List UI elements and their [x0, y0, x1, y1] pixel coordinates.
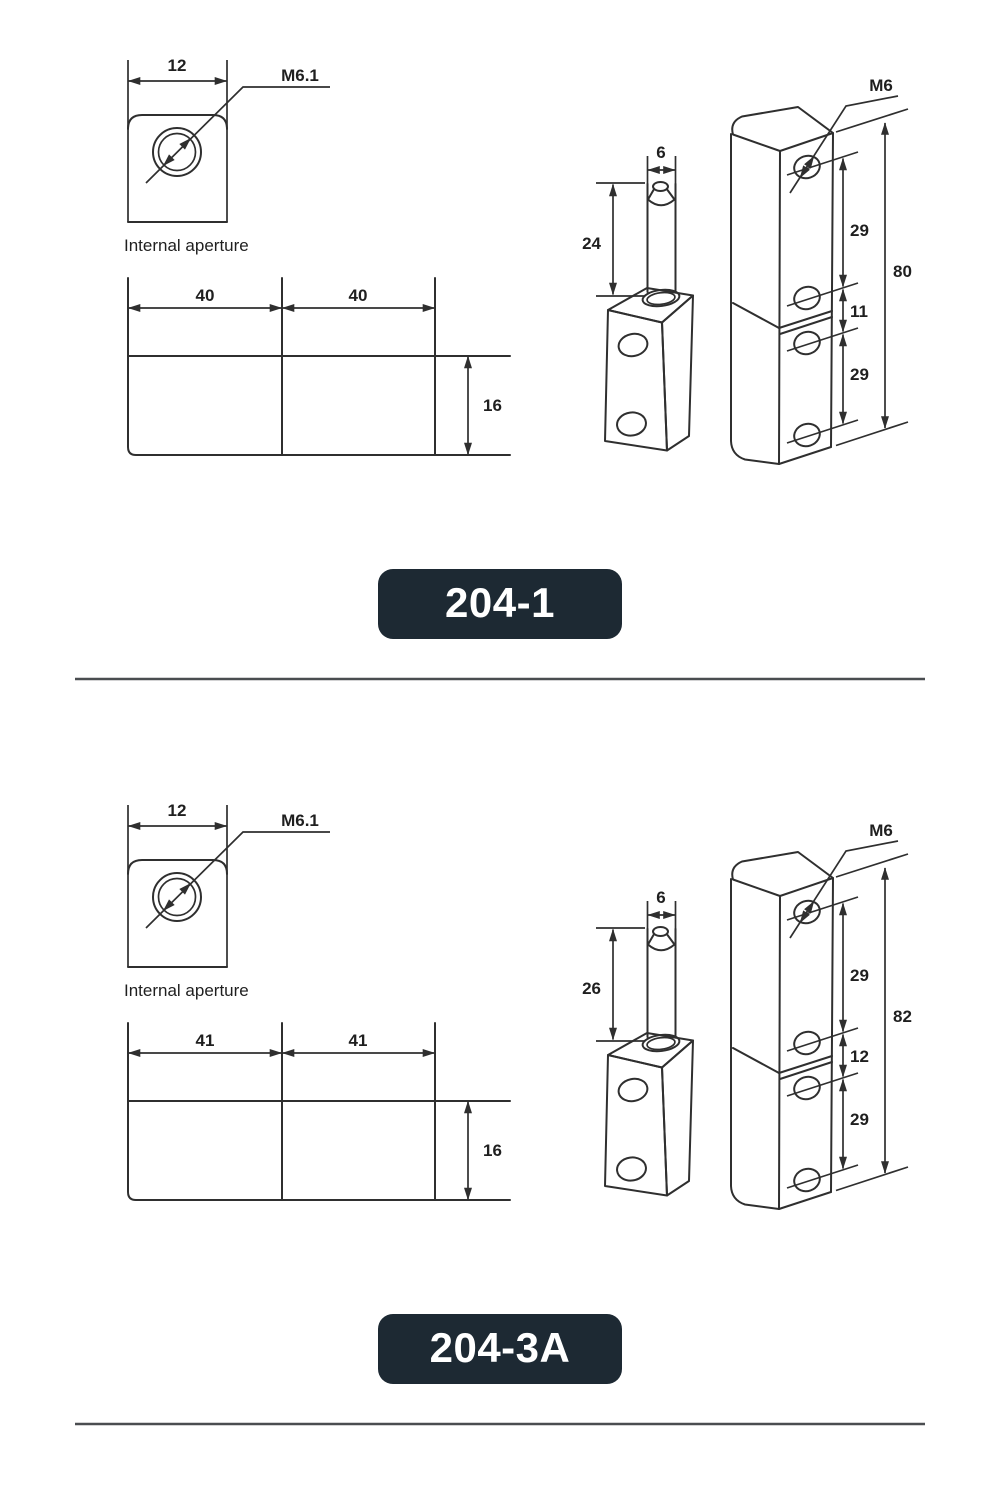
pin-dome [648, 935, 675, 950]
aperture-thread-label: M6.1 [281, 811, 319, 830]
hole-centerline [787, 1073, 858, 1096]
extension-line [836, 854, 908, 877]
hole-centerline [787, 1165, 858, 1188]
block-hole [616, 1156, 648, 1183]
leaf-hole [791, 328, 823, 357]
pin-figure [582, 143, 693, 451]
hole-centerline [787, 1028, 858, 1051]
block-hole [617, 1076, 650, 1104]
model-badge [378, 1314, 622, 1384]
segment-right-dim: 40 [348, 286, 368, 305]
height-dim: 16 [483, 1141, 502, 1160]
leader-line [146, 87, 330, 183]
leader-arrow [809, 902, 814, 910]
leaf-thread-label: M6 [869, 821, 893, 840]
leaf-hole [791, 283, 823, 312]
hole-centerline [787, 897, 858, 920]
hole-centerline [787, 420, 858, 443]
hole-spacing-middle-dim: 12 [850, 1047, 869, 1066]
part-edge [128, 278, 510, 455]
leaf-thread-label: M6 [869, 76, 893, 95]
leader-arrow [164, 159, 171, 166]
section-204-1 [75, 56, 925, 679]
leaf-bottom-edge [779, 1192, 831, 1209]
hole-spacing-top-dim: 29 [850, 221, 869, 240]
leaf-hole [791, 420, 823, 449]
aperture-caption: Internal aperture [124, 981, 249, 1000]
total-height-dim: 82 [893, 1007, 912, 1026]
hole-spacing-top-dim: 29 [850, 966, 869, 985]
pin-tip [653, 182, 668, 191]
hinge-leaf-figure [731, 821, 912, 1209]
section-204-3A [75, 801, 925, 1424]
plate-front-view [128, 278, 510, 455]
hole-centerline [787, 152, 858, 175]
aperture-width-dim: 12 [167, 801, 187, 820]
leaf-right-edge [831, 878, 833, 1192]
leaf-bottom-edge [779, 447, 831, 464]
leader-arrow [809, 157, 814, 165]
hole-centerline [787, 283, 858, 306]
leaf-right-edge [831, 133, 833, 447]
leaf-hole [791, 1165, 823, 1194]
leaf-seam [733, 1048, 779, 1073]
leaf-top-face [732, 852, 833, 896]
aperture-thread-label: M6.1 [281, 66, 319, 85]
leaf-left-edge [731, 879, 779, 1209]
hole-spacing-bottom-dim: 29 [850, 365, 869, 384]
model-label: 204-1 [445, 579, 555, 626]
extension-line [836, 422, 908, 446]
block-hole [617, 331, 650, 359]
hole-centerline [787, 328, 858, 351]
pin-diameter-dim: 6 [656, 888, 666, 907]
block-side-face [662, 1041, 693, 1196]
hole-spacing-middle-dim: 11 [850, 302, 868, 321]
pin-dome [648, 190, 675, 205]
pin-diameter-dim: 6 [656, 143, 666, 162]
segment-left-dim: 41 [195, 1031, 215, 1050]
total-height-dim: 80 [893, 262, 912, 281]
hinge-leaf-figure [731, 76, 912, 464]
aperture-caption: Internal aperture [124, 236, 249, 255]
extension-line [836, 109, 908, 132]
part-edge [128, 1023, 510, 1200]
block-front-face [605, 1055, 667, 1196]
aperture-width-dim: 12 [167, 56, 187, 75]
segment-left-dim: 40 [195, 286, 215, 305]
block-side-face [662, 296, 693, 451]
leader-arrow [184, 139, 191, 146]
extension-line [836, 1167, 908, 1191]
segment-right-dim: 41 [348, 1031, 368, 1050]
leader-arrow [164, 904, 171, 911]
height-dim: 16 [483, 396, 502, 415]
pin-height-dim: 24 [582, 234, 601, 253]
block-hole [616, 411, 648, 438]
model-label: 204-3A [429, 1324, 571, 1371]
plate-front-view [128, 1023, 510, 1200]
leaf-front-left-edge [779, 151, 780, 464]
leaf-top-face [732, 107, 833, 151]
block-front-face [605, 310, 667, 451]
leaf-seam [733, 303, 779, 328]
internal-aperture-figure [124, 801, 330, 1000]
leaf-hole [791, 1028, 823, 1057]
pin-height-dim: 26 [582, 979, 601, 998]
leaf-front-left-edge [779, 896, 780, 1209]
pin-figure [582, 888, 693, 1196]
leaf-left-edge [731, 134, 779, 464]
leaf-hole [791, 1073, 823, 1102]
internal-aperture-figure [124, 56, 330, 255]
pin-tip [653, 927, 668, 936]
leader-line [146, 832, 330, 928]
hole-spacing-bottom-dim: 29 [850, 1110, 869, 1129]
model-badge [378, 569, 622, 639]
leader-arrow [184, 884, 191, 891]
